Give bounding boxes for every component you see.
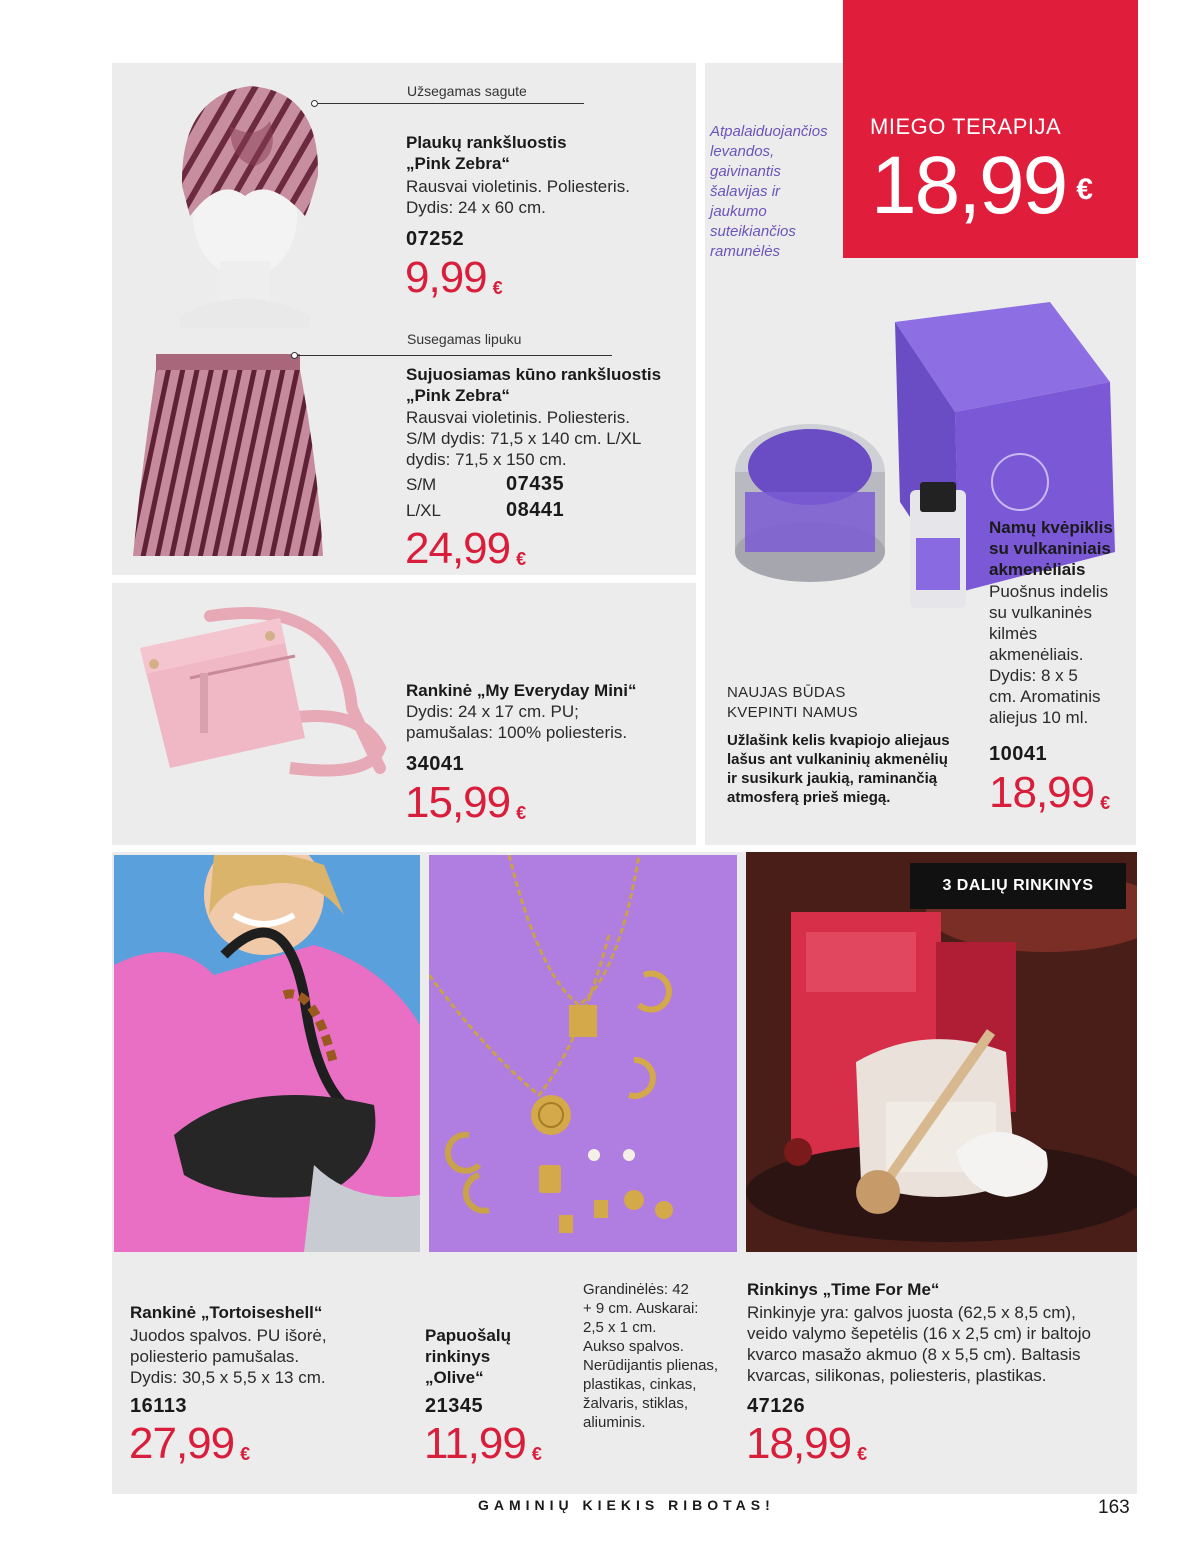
body-towel-callout: Susegamas lipuku <box>407 331 522 347</box>
jewelry-title: Papuošalų rinkinys „Olive“ <box>425 1326 511 1387</box>
time-for-me-price: 18,99 € <box>746 1419 868 1468</box>
hair-towel-callout: Užsegamas sagute <box>407 83 527 99</box>
diffuser-code: 10041 <box>989 743 1048 765</box>
jewelry-price: 11,99 € <box>424 1419 542 1468</box>
tortoise-desc: Juodos spalvos. PU išorė, poliesterio pamušalas. Dydis: 30,5 x 5,5 x 13 cm. <box>130 1326 327 1387</box>
bag-mini-price: 15,99 € <box>405 778 527 827</box>
body-towel-size-sm: S/M 07435 <box>406 473 565 495</box>
body-towel-title: Sujuosiamas kūno rankšluostis „Pink Zebra“ <box>406 365 662 405</box>
bag-mini-desc: Dydis: 24 x 17 cm. PU; pamušalas: 100% poliesteris. <box>406 702 628 742</box>
set-badge: 3 DALIŲ RINKINYS <box>910 863 1126 909</box>
time-for-me-photo <box>746 852 1137 1252</box>
hair-towel-callout-line <box>318 103 584 104</box>
hair-towel-price: 9,99 € <box>405 253 503 302</box>
jewelry-photo <box>429 855 737 1252</box>
promo-banner <box>843 0 1138 258</box>
body-towel-photo <box>128 346 328 568</box>
time-for-me-code: 47126 <box>747 1395 806 1417</box>
time-for-me-title: Rinkinys „Time For Me“ <box>747 1280 940 1299</box>
tortoise-price: 27,99 € <box>129 1419 251 1468</box>
bag-mini-code: 34041 <box>406 753 465 775</box>
diffuser-new-way: NAUJAS BŪDAS KVEPINTI NAMUS <box>727 684 858 721</box>
diffuser-tip: Užlašink kelis kvapiojo aliejaus lašus ant vulkaninių akmenėlių ir susikurk jaukią, raminančią atmosferą prieš miegą. <box>727 732 950 806</box>
body-towel-price: 24,99 € <box>405 524 527 573</box>
tortoise-title: Rankinė „Tortoiseshell“ <box>130 1303 323 1322</box>
hair-towel-photo <box>160 66 330 328</box>
bag-mini-photo <box>130 598 390 818</box>
promo-price: 18,99 € <box>871 140 1093 231</box>
footer-note: GAMINIŲ KIEKIS RIBOTAS! <box>478 1497 775 1513</box>
diffuser-price: 18,99 € <box>989 768 1111 817</box>
promo-label: MIEGO TERAPIJA <box>870 114 1062 139</box>
lavender-note: Atpalaiduojančios levandos, gaivinantis šalavijas ir jaukumo suteikiančios ramunėlės <box>710 123 828 260</box>
time-for-me-desc: Rinkinyje yra: galvos juosta (62,5 x 8,5 cm), veido valymo šepetėlis (16 x 2,5 cm) ir baltojo kvarco masažo akmuo (8 x 5,5 cm). Baltasis kvarcas, silikonas, poliesteris, plastikas. <box>747 1303 1091 1385</box>
tortoise-bag-photo <box>114 855 420 1252</box>
body-towel-callout-line <box>298 355 612 356</box>
diffuser-desc: Puošnus indelis su vulkaninės kilmės akmenėliais. Dydis: 8 x 5 cm. Aromatinis aliejus 10 ml. <box>989 582 1109 727</box>
tortoise-code: 16113 <box>130 1395 188 1417</box>
page-number: 163 <box>1098 1497 1130 1518</box>
hair-towel-code: 07252 <box>406 228 465 250</box>
bag-mini-title: Rankinė „My Everyday Mini“ <box>406 681 637 700</box>
body-towel-callout-dot <box>291 352 298 359</box>
diffuser-title: Namų kvėpiklis su vulkaniniais akmenėliais <box>989 518 1113 579</box>
hair-towel-callout-dot <box>311 100 318 107</box>
jewelry-code: 21345 <box>425 1395 484 1417</box>
body-towel-desc: Rausvai violetinis. Poliesteris. S/M dydis: 71,5 x 140 cm. L/XL dydis: 71,5 x 150 cm. <box>406 408 642 469</box>
hair-towel-desc: Rausvai violetinis. Poliesteris. Dydis: 24 x 60 cm. <box>406 177 630 217</box>
body-towel-size-lxl: L/XL 08441 <box>406 499 565 521</box>
jewelry-desc: Grandinėlės: 42 + 9 cm. Auskarai: 2,5 x 1 cm. Aukso spalvos. Nerūdijantis plienas, plastikas, cinkas, žalvaris, stiklas, aliuminis. <box>583 1281 719 1431</box>
hair-towel-title: Plaukų rankšluostis „Pink Zebra“ <box>406 133 567 173</box>
